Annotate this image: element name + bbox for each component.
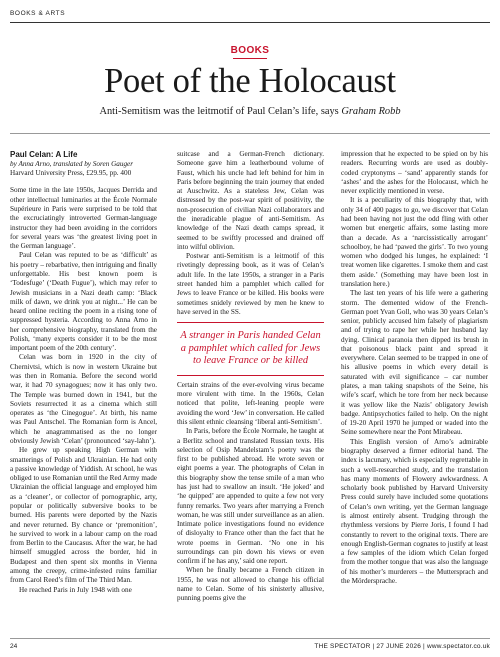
header-rule [10, 133, 490, 134]
column-3 [341, 150, 488, 586]
standfirst-author: Graham Robb [341, 106, 401, 117]
book-title: Paul Celan: A Life [10, 150, 78, 159]
paragraph: It is a peculiarity of this biography that, with only 34 of 400 pages to go, we discover that Celan had been having not just the odd fling with other women but energetic affairs, some lasting more than a decade. As a ‘narcissistically arrogant’ schoolboy, he had ‘pawed the girls’. To two young women who dodged his lunges, he explained: ‘I treat women like cigarettes. I smoke them and cast them aside.’ (Something may have been lost in translation here.) [341, 196, 488, 288]
paragraph: impression that he expected to be spied on by his readers. Recurring words are used as doubly-coded cryptonyms – ‘sand’ apparently stands for ‘ashes’ and the ashes for the Holocaust, which he never explicitly mentioned in verse. [341, 150, 488, 196]
article-headline: Poet of the Holocaust [104, 62, 396, 100]
book-authors: by Anna Arno, translated by Soren Gauger [10, 160, 134, 168]
paragraph: suitcase and a German-French dictionary. Someone gave him a leatherbound volume of Faust, which his uncle had left behind for him in Paris before beginning the train journey that ended at Auschwitz. As a stateless Jew, Celan was distressed by the post-war spirit of positivity, the non-prosecution of civilian Nazi collaborators and the ineradicable plague of anti-Semitism. As knowledge of the Nazi death camps spread, it seemed to be swiftly processed and drained off into wilful oblivion. [177, 150, 324, 251]
page-number: 24 [10, 643, 18, 650]
paragraph: In Paris, before the École Normale, he taught at a Berlitz school and translated Russian texts. His selection of Osip Mandelstam’s poetry was the first to be published abroad. He wrote seven or eight poems a year. The photographs of Celan in this biography show the tense smile of a man who has just had to swallow an insult. ‘He joked’ and ‘he quipped’ are appended to quite a few not very funny remarks. Two years after marrying a French woman, he was still under surveillance as an alien. Intimate police investigations found no evidence of disloyalty to France other than the fact that he wrote poems in German. ‘No one in his surroundings can pin down his views or even confirm if he has any,’ said one report. [177, 427, 324, 566]
paragraph: Celan was born in 1920 in the city of Chernivtsi, which is now in western Ukraine but was then in Romania. Before the second world war, it had 70 synagogues; now it has only two. The Temple was burned down in 1941, but the Soviets resurrected it as a cinema which still operates as ‘the Cinegogue’. At birth, his name was Paul Antschel. The Romanian form is Ancel, which he anagrammatised as the no longer obviously Jewish ‘Celan’ (pronounced ‘say-lahn’). [10, 353, 157, 445]
paragraph: The last ten years of his life were a gathering storm. The demented widow of the French-German poet Yvan Goll, who was 30 years Celan’s senior, publicly accused him falsely of plagiarism and of trying to rape her while her husband lay dying. Clinical paranoia then dipped its brush in that poisonous black paint and spread it everywhere. Celan seemed to be trapped in one of his allusive poems in which every detail is saturated with evil significance – car number plates, a man taking snapshots of the Seine, his wife’s scarf, which he tore from her neck because it was yellow like the Nazis’ obligatory Jewish badge. Antipsychotics failed to help. On the night of 19-20 April 1970 he jumped or waded into the Seine somewhere near the Pont Mirabeau. [341, 289, 488, 437]
kicker-underline [233, 58, 267, 59]
paragraph: Paul Celan was reputed to be as ‘difficult’ as his poetry – rebarbative, then intriguing and finally unforgettable. His best known poem is ‘Todesfuge’ (‘Death Fugue’), which may refer to Jewish musicians in a Nazi death camp: ‘Black milk of dawn, we drink you at night...’ He can be heard online reciting the poem in a rising tone of suppressed hysteria. According to Anna Arno in her comprehensive biography, translated from the Polish, ‘many experts consider it to be the most important poem of the 20th century’. [10, 251, 157, 353]
article-standfirst [0, 106, 500, 117]
paragraph: Some time in the late 1950s, Jacques Derrida and other intellectual luminaries at the École Normale Supérieure in Paris were surprised to be told that the excruciatingly introverted German-language instructor they had been avoiding in the corridors for several years was ‘the greatest living poet in the German language’. [10, 186, 157, 251]
paragraph: Certain strains of the ever-evolving virus became more virulent with time. In the 1960s, Celan noticed that polite, left-leaning people were avoiding the word ‘Jew’ in conversation. He called this silent ethnic cleansing ‘liberal anti-Semitism’. [177, 380, 324, 426]
paragraph: This English version of Arno’s admirable biography deserved a firmer editorial hand. The index is lacunary, which is especially regrettable in such a well-researched study, and the translation has many moments of Flowery awkwardness. A scholarly book published by Harvard University Press could surely have included some quotations of Celan’s own writing, yet the German language is almost entirely absent. Trudging through the rhythmless versions by Pierre Joris, I found I had constantly to revert to the original texts. There are enough English-German cognates to justify at least a few samples of the idiom which Celan forged from the mother tongue that was also the language of his mother’s murderers – the Muttersprach and the Mördersprache. [341, 437, 488, 585]
section-label: BOOKS & ARTS [10, 10, 66, 17]
standfirst-text: Anti-Semitism was the leitmotif of Paul Celan’s life, says [99, 106, 339, 117]
column-1 [10, 150, 157, 595]
top-rule [10, 22, 490, 23]
paragraph: He reached Paris in July 1948 with one [19, 585, 132, 594]
article-kicker: BOOKS [230, 45, 270, 56]
paragraph: When he finally became a French citizen in 1955, he was not allowed to change his official name to Celan. Some of his sinisterly allusive, punning poems give the [177, 566, 324, 603]
column-2 [177, 150, 324, 604]
paragraph: Postwar anti-Semitism is a leitmotif of this rivetingly depressing book, as it was of Celan’s adult life. In the late 1950s, a stranger in a Paris street handed him a pamphlet which called for Jews to leave France or be killed. His books were sometimes snidely reviewed by men he knew to have served in the SS. [177, 252, 324, 316]
paragraph: He grew up speaking High German with smatterings of Polish and Ukrainian. He had only a passive knowledge of Yiddish. At school, he was obliged to use Romanian until the Red Army made Ukrainian the official language and employed him as a ‘cleaner’, or collector of pornographic, arty, popular or politically subversive books to be burned. His parents were deported by the Nazis and never returned. By chance or ‘premonition’, he survived to work in a labour camp on the road from Berlin to the Caucasus. After the war, he had himself smuggled across the border, hid in Budapest and then spent six months in Vienna among the creepy, crime-infested ruins familiar from Carol Reed’s film of The Third Man. [10, 446, 157, 585]
book-publisher: Harvard University Press, £29.95, pp. 400 [10, 169, 132, 178]
footer-rule [10, 638, 490, 639]
pull-quote: A stranger in Paris handed Celan a pamphlet which called for Jews to leave France or be killed [177, 322, 324, 376]
issue-line: THE SPECTATOR | 27 JUNE 2026 | www.spectator.co.uk [314, 643, 490, 650]
